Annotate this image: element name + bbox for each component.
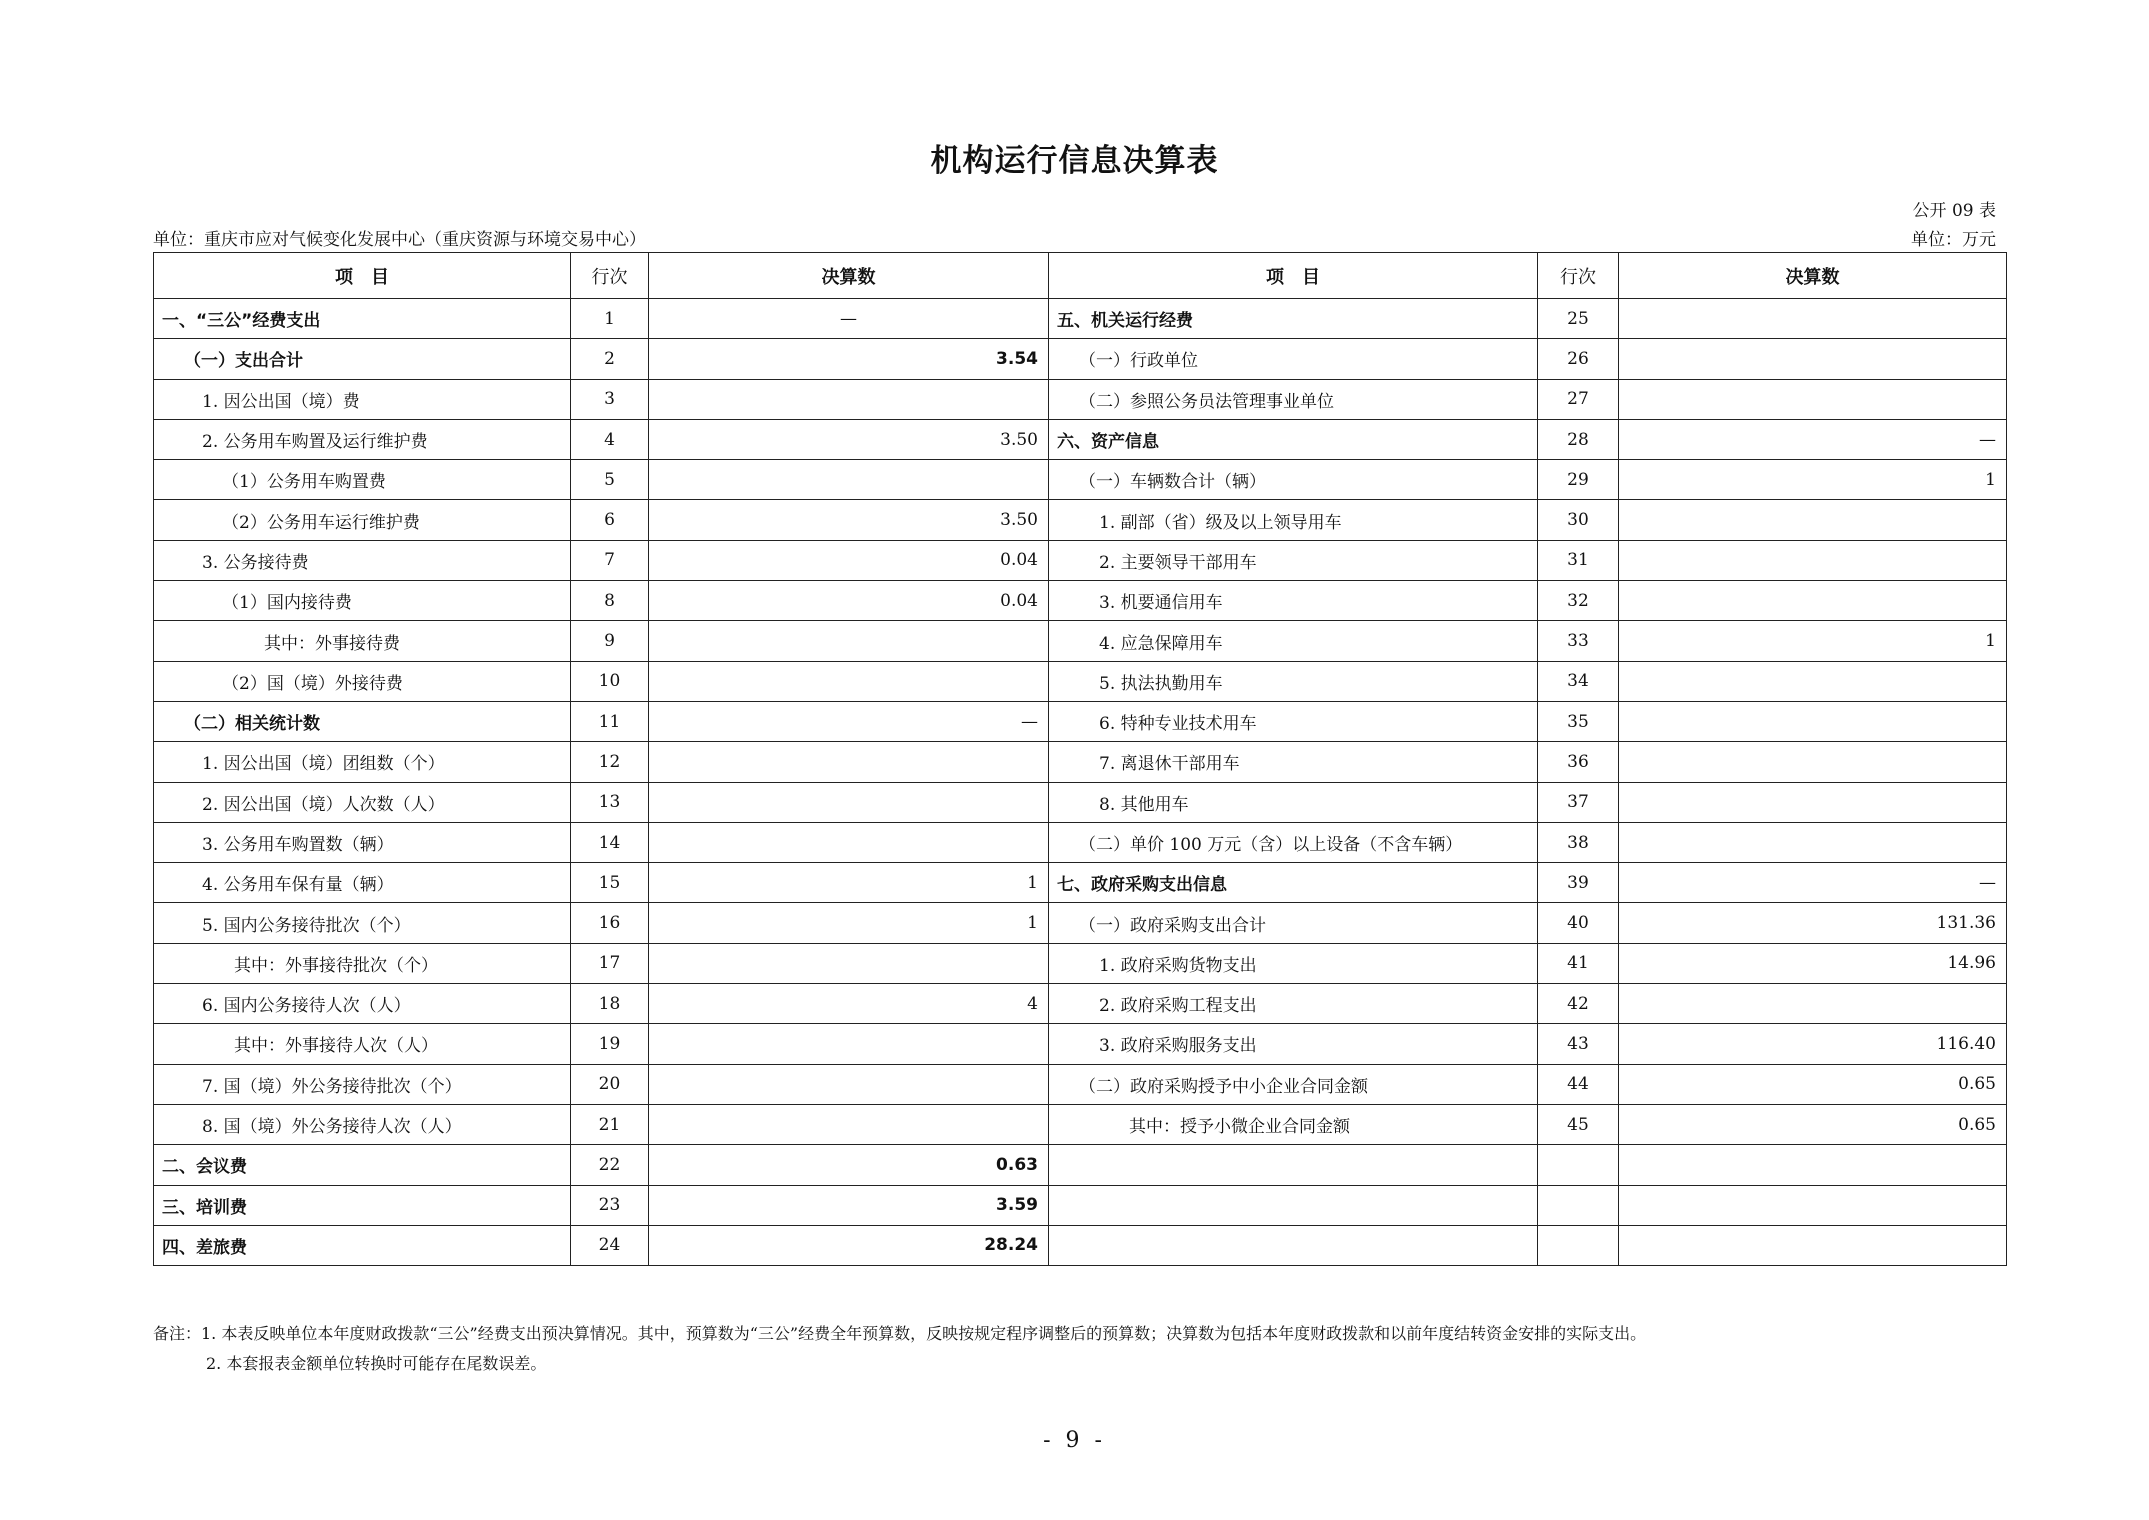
left-row-no: 20 [571, 1064, 649, 1104]
table-row [154, 661, 2007, 701]
table-row [154, 1185, 2007, 1225]
left-item-label: 二、会议费 [154, 1145, 571, 1185]
right-row-no: 43 [1538, 1024, 1619, 1064]
left-amount: 1 [649, 863, 1049, 903]
left-amount [649, 822, 1049, 862]
right-row-no: 30 [1538, 500, 1619, 540]
right-item-label: 6. 特种专业技术用车 [1049, 701, 1538, 741]
right-amount: 14.96 [1619, 943, 2007, 983]
right-row-no: 28 [1538, 419, 1619, 459]
header-row-no-right: 行次 [1538, 253, 1619, 299]
right-row-no: 40 [1538, 903, 1619, 943]
left-row-no: 22 [571, 1145, 649, 1185]
left-row-no: 15 [571, 863, 649, 903]
right-row-no: 31 [1538, 540, 1619, 580]
table-row [154, 701, 2007, 741]
left-item-label: 1. 因公出国（境）团组数（个） [154, 742, 571, 782]
left-item-label: 四、差旅费 [154, 1225, 571, 1265]
left-amount: — [649, 299, 1049, 339]
table-row [154, 943, 2007, 983]
right-row-no: 27 [1538, 379, 1619, 419]
left-item-label: （1）国内接待费 [154, 581, 571, 621]
left-amount [649, 379, 1049, 419]
right-item-label: （一）车辆数合计（辆） [1049, 460, 1538, 500]
right-item-label: （二）政府采购授予中小企业合同金额 [1049, 1064, 1538, 1104]
table-row [154, 339, 2007, 379]
header-item-left: 项 目 [154, 253, 571, 299]
left-row-no: 9 [571, 621, 649, 661]
right-row-no: 25 [1538, 299, 1619, 339]
left-item-label: 4. 公务用车保有量（辆） [154, 863, 571, 903]
right-row-no: 45 [1538, 1104, 1619, 1144]
right-item-label: 4. 应急保障用车 [1049, 621, 1538, 661]
right-amount: 0.65 [1619, 1104, 2007, 1144]
right-amount [1619, 1225, 2007, 1265]
left-item-label: 6. 国内公务接待人次（人） [154, 984, 571, 1024]
left-amount: 4 [649, 984, 1049, 1024]
right-item-label: （一）政府采购支出合计 [1049, 903, 1538, 943]
right-row-no: 44 [1538, 1064, 1619, 1104]
left-item-label: （一）支出合计 [154, 339, 571, 379]
left-row-no: 2 [571, 339, 649, 379]
left-item-label: 1. 因公出国（境）费 [154, 379, 571, 419]
left-row-no: 11 [571, 701, 649, 741]
table-row [154, 984, 2007, 1024]
left-item-label: 5. 国内公务接待批次（个） [154, 903, 571, 943]
left-amount: 0.63 [649, 1145, 1049, 1185]
left-item-label: 2. 公务用车购置及运行维护费 [154, 419, 571, 459]
left-amount [649, 742, 1049, 782]
left-amount: 0.04 [649, 540, 1049, 580]
right-item-label [1049, 1145, 1538, 1185]
table-row [154, 742, 2007, 782]
left-item-label: 三、培训费 [154, 1185, 571, 1225]
left-row-no: 13 [571, 782, 649, 822]
table-notes [153, 1319, 1646, 1379]
table-row [154, 540, 2007, 580]
table-row [154, 419, 2007, 459]
table-row [154, 581, 2007, 621]
budget-table [153, 252, 2007, 1266]
right-amount [1619, 782, 2007, 822]
left-amount [649, 1024, 1049, 1064]
left-item-label: （1）公务用车购置费 [154, 460, 571, 500]
left-amount [649, 460, 1049, 500]
right-amount [1619, 581, 2007, 621]
table-row [154, 1145, 2007, 1185]
table-row [154, 1024, 2007, 1064]
right-item-label [1049, 1185, 1538, 1225]
left-row-no: 14 [571, 822, 649, 862]
right-item-label: 1. 政府采购货物支出 [1049, 943, 1538, 983]
left-amount [649, 661, 1049, 701]
left-row-no: 18 [571, 984, 649, 1024]
header-amount-right: 决算数 [1619, 253, 2007, 299]
right-amount: — [1619, 419, 2007, 459]
right-row-no: 29 [1538, 460, 1619, 500]
left-row-no: 16 [571, 903, 649, 943]
right-item-label: 七、政府采购支出信息 [1049, 863, 1538, 903]
right-item-label: （一）行政单位 [1049, 339, 1538, 379]
left-item-label: 7. 国（境）外公务接待批次（个） [154, 1064, 571, 1104]
table-row [154, 822, 2007, 862]
left-amount [649, 1104, 1049, 1144]
left-item-label: 其中：外事接待人次（人） [154, 1024, 571, 1064]
left-item-label: 2. 因公出国（境）人次数（人） [154, 782, 571, 822]
right-item-label: 1. 副部（省）级及以上领导用车 [1049, 500, 1538, 540]
right-item-label: 7. 离退休干部用车 [1049, 742, 1538, 782]
table-row [154, 621, 2007, 661]
left-amount [649, 943, 1049, 983]
right-item-label: 5. 执法执勤用车 [1049, 661, 1538, 701]
right-row-no: 32 [1538, 581, 1619, 621]
left-amount: 3.50 [649, 500, 1049, 540]
right-amount [1619, 299, 2007, 339]
table-row [154, 1104, 2007, 1144]
right-row-no [1538, 1145, 1619, 1185]
right-amount [1619, 1185, 2007, 1225]
right-row-no [1538, 1185, 1619, 1225]
right-row-no: 36 [1538, 742, 1619, 782]
left-item-label: 一、“三公”经费支出 [154, 299, 571, 339]
table-row [154, 782, 2007, 822]
table-header-row [154, 253, 2007, 299]
left-item-label: 3. 公务用车购置数（辆） [154, 822, 571, 862]
right-item-label: 2. 主要领导干部用车 [1049, 540, 1538, 580]
left-amount [649, 782, 1049, 822]
header-item-right: 项 目 [1049, 253, 1538, 299]
left-item-label: 3. 公务接待费 [154, 540, 571, 580]
right-amount: 131.36 [1619, 903, 2007, 943]
left-row-no: 21 [571, 1104, 649, 1144]
right-row-no: 33 [1538, 621, 1619, 661]
table-row [154, 460, 2007, 500]
left-item-label: 8. 国（境）外公务接待人次（人） [154, 1104, 571, 1144]
left-amount: 0.04 [649, 581, 1049, 621]
right-amount [1619, 540, 2007, 580]
right-row-no: 42 [1538, 984, 1619, 1024]
left-row-no: 19 [571, 1024, 649, 1064]
left-item-label: （2）国（境）外接待费 [154, 661, 571, 701]
right-amount [1619, 1145, 2007, 1185]
left-row-no: 17 [571, 943, 649, 983]
reporting-unit: 单位：重庆市应对气候变化发展中心（重庆资源与环境交易中心） [153, 230, 646, 250]
right-amount [1619, 822, 2007, 862]
right-amount [1619, 661, 2007, 701]
table-row [154, 1225, 2007, 1265]
right-item-label: 其中：授予小微企业合同金额 [1049, 1104, 1538, 1144]
right-amount [1619, 984, 2007, 1024]
right-item-label: （二）单价 100 万元（含）以上设备（不含车辆） [1049, 822, 1538, 862]
right-amount [1619, 379, 2007, 419]
left-row-no: 3 [571, 379, 649, 419]
left-item-label: 其中：外事接待费 [154, 621, 571, 661]
left-item-label: 其中：外事接待批次（个） [154, 943, 571, 983]
left-amount: — [649, 701, 1049, 741]
left-amount: 3.59 [649, 1185, 1049, 1225]
table-row [154, 500, 2007, 540]
left-row-no: 1 [571, 299, 649, 339]
right-item-label: 2. 政府采购工程支出 [1049, 984, 1538, 1024]
left-amount: 3.54 [649, 339, 1049, 379]
right-row-no: 34 [1538, 661, 1619, 701]
right-amount [1619, 339, 2007, 379]
left-amount: 28.24 [649, 1225, 1049, 1265]
header-row-no-left: 行次 [571, 253, 649, 299]
left-row-no: 7 [571, 540, 649, 580]
right-amount: 116.40 [1619, 1024, 2007, 1064]
right-item-label: 六、资产信息 [1049, 419, 1538, 459]
right-row-no: 39 [1538, 863, 1619, 903]
left-row-no: 23 [571, 1185, 649, 1225]
left-amount: 3.50 [649, 419, 1049, 459]
left-row-no: 24 [571, 1225, 649, 1265]
left-amount [649, 621, 1049, 661]
table-row [154, 379, 2007, 419]
form-code: 公开 09 表 [1912, 201, 1996, 221]
right-amount: 1 [1619, 621, 2007, 661]
right-item-label: （二）参照公务员法管理事业单位 [1049, 379, 1538, 419]
right-amount [1619, 742, 2007, 782]
right-row-no: 35 [1538, 701, 1619, 741]
right-amount: 0.65 [1619, 1064, 2007, 1104]
right-row-no: 41 [1538, 943, 1619, 983]
right-item-label: 8. 其他用车 [1049, 782, 1538, 822]
left-row-no: 5 [571, 460, 649, 500]
left-row-no: 10 [571, 661, 649, 701]
left-item-label: （2）公务用车运行维护费 [154, 500, 571, 540]
right-amount [1619, 701, 2007, 741]
right-amount: — [1619, 863, 2007, 903]
left-row-no: 8 [571, 581, 649, 621]
table-row [154, 299, 2007, 339]
table-row [154, 903, 2007, 943]
note-line-2: 2. 本套报表金额单位转换时可能存在尾数误差。 [206, 1354, 547, 1373]
left-row-no: 4 [571, 419, 649, 459]
left-amount: 1 [649, 903, 1049, 943]
left-item-label: （二）相关统计数 [154, 701, 571, 741]
page-number: - 9 - [1043, 1428, 1106, 1453]
right-amount: 1 [1619, 460, 2007, 500]
right-row-no: 37 [1538, 782, 1619, 822]
left-row-no: 6 [571, 500, 649, 540]
right-item-label: 3. 政府采购服务支出 [1049, 1024, 1538, 1064]
table-row [154, 863, 2007, 903]
currency-unit: 单位：万元 [1911, 230, 1996, 250]
document-title: 机构运行信息决算表 [930, 143, 1219, 179]
right-item-label: 3. 机要通信用车 [1049, 581, 1538, 621]
table-row [154, 1064, 2007, 1104]
header-amount-left: 决算数 [649, 253, 1049, 299]
note-line-1: 备注：1. 本表反映单位本年度财政拨款“三公”经费支出预决算情况。其中，预算数为“三公”经费全年预算数，反映按规定程序调整后的预算数；决算数为包括本年度财政拨款和以前年度结转资金安排的实际支出。 [153, 1324, 1647, 1343]
left-amount [649, 1064, 1049, 1104]
right-row-no [1538, 1225, 1619, 1265]
right-amount [1619, 500, 2007, 540]
left-row-no: 12 [571, 742, 649, 782]
right-row-no: 26 [1538, 339, 1619, 379]
right-item-label: 五、机关运行经费 [1049, 299, 1538, 339]
right-item-label [1049, 1225, 1538, 1265]
right-row-no: 38 [1538, 822, 1619, 862]
